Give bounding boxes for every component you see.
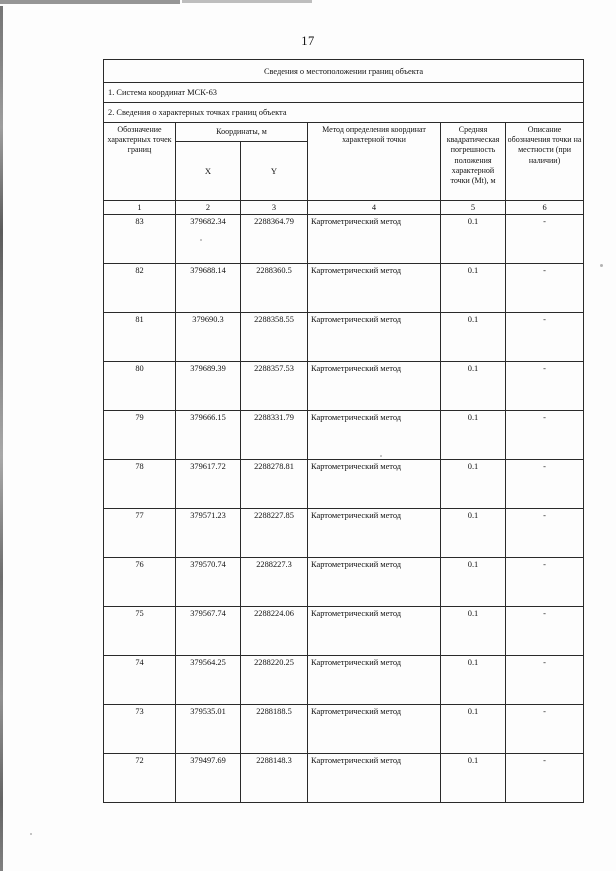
cell-mean-square-error: 0.1 [441, 754, 506, 803]
cell-coordinate-y: 2288358.55 [241, 313, 308, 362]
table-row [104, 264, 584, 313]
table-row [104, 215, 584, 264]
cell-coordinate-x: 379666.15 [176, 411, 241, 460]
cell-mean-square-error: 0.1 [441, 460, 506, 509]
cell-coordinate-y: 2288188.5 [241, 705, 308, 754]
column-number-3: 3 [241, 201, 308, 215]
table-row [104, 558, 584, 607]
cell-method: Картометрический метод [308, 607, 441, 656]
cell-coordinate-y: 2288227.3 [241, 558, 308, 607]
cell-point-designation: 76 [104, 558, 176, 607]
cell-coordinate-x: 379570.74 [176, 558, 241, 607]
table-header-row-primary [104, 123, 584, 142]
page-number: 17 [301, 34, 315, 48]
cell-mean-square-error: 0.1 [441, 558, 506, 607]
column-number-4: 4 [308, 201, 441, 215]
cell-mean-square-error: 0.1 [441, 313, 506, 362]
cell-method: Картометрический метод [308, 411, 441, 460]
cell-description: - [506, 705, 584, 754]
cell-description: - [506, 264, 584, 313]
scan-speck [600, 264, 603, 267]
cell-point-designation: 83 [104, 215, 176, 264]
cell-coordinate-x: 379571.23 [176, 509, 241, 558]
cell-description: - [506, 558, 584, 607]
cell-method: Картометрический метод [308, 460, 441, 509]
cell-method: Картометрический метод [308, 656, 441, 705]
cell-method: Картометрический метод [308, 215, 441, 264]
cell-mean-square-error: 0.1 [441, 264, 506, 313]
column-header-coordinate-x: X [176, 142, 241, 201]
cell-coordinate-x: 379689.39 [176, 362, 241, 411]
cell-point-designation: 82 [104, 264, 176, 313]
cell-description: - [506, 754, 584, 803]
cell-coordinate-y: 2288227.85 [241, 509, 308, 558]
table-row [104, 460, 584, 509]
cell-description: - [506, 656, 584, 705]
table-row [104, 754, 584, 803]
document-title-row [104, 60, 584, 83]
cell-method: Картометрический метод [308, 705, 441, 754]
cell-coordinate-x: 379535.01 [176, 705, 241, 754]
column-number-5: 5 [441, 201, 506, 215]
cell-description: - [506, 607, 584, 656]
cell-mean-square-error: 0.1 [441, 509, 506, 558]
cell-coordinate-y: 2288278.81 [241, 460, 308, 509]
section-label-boundary-points: 2. Сведения о характерных точках границ объекта [104, 103, 584, 123]
cell-point-designation: 73 [104, 705, 176, 754]
section-row-boundary-points [104, 103, 584, 123]
table-row [104, 705, 584, 754]
cell-description: - [506, 411, 584, 460]
table-row [104, 362, 584, 411]
cell-mean-square-error: 0.1 [441, 656, 506, 705]
cell-method: Картометрический метод [308, 362, 441, 411]
cell-coordinate-y: 2288220.25 [241, 656, 308, 705]
table-row [104, 313, 584, 362]
column-number-row [104, 201, 584, 215]
table-row [104, 411, 584, 460]
cell-method: Картометрический метод [308, 264, 441, 313]
column-header-mean-square-error: Средняя квадратическая погрешность положения характерной точки (Mt), м [441, 123, 506, 201]
cell-method: Картометрический метод [308, 558, 441, 607]
document-title: Сведения о местоположении границ объекта [104, 60, 584, 83]
cell-coordinate-x: 379617.72 [176, 460, 241, 509]
cell-point-designation: 78 [104, 460, 176, 509]
cell-coordinate-x: 379567.74 [176, 607, 241, 656]
column-header-coordinates: Координаты, м [176, 123, 308, 142]
cell-coordinate-y: 2288224.06 [241, 607, 308, 656]
cell-point-designation: 80 [104, 362, 176, 411]
cell-coordinate-x: 379688.14 [176, 264, 241, 313]
cell-coordinate-y: 2288148.3 [241, 754, 308, 803]
table-row [104, 656, 584, 705]
cell-coordinate-x: 379564.25 [176, 656, 241, 705]
cell-mean-square-error: 0.1 [441, 362, 506, 411]
cell-point-designation: 77 [104, 509, 176, 558]
cell-mean-square-error: 0.1 [441, 215, 506, 264]
cell-description: - [506, 509, 584, 558]
column-number-6: 6 [506, 201, 584, 215]
cell-mean-square-error: 0.1 [441, 411, 506, 460]
cell-method: Картометрический метод [308, 754, 441, 803]
column-number-2: 2 [176, 201, 241, 215]
cell-point-designation: 75 [104, 607, 176, 656]
boundary-points-table [103, 59, 584, 803]
cell-coordinate-y: 2288364.79 [241, 215, 308, 264]
column-header-point-designation: Обозначение характерных точек границ [104, 123, 176, 201]
cell-method: Картометрический метод [308, 509, 441, 558]
cell-coordinate-y: 2288357.53 [241, 362, 308, 411]
cell-description: - [506, 460, 584, 509]
table-row [104, 509, 584, 558]
cell-description: - [506, 215, 584, 264]
column-header-method: Метод определения координат характерной точки [308, 123, 441, 201]
column-number-1: 1 [104, 201, 176, 215]
section-row-coordinate-system [104, 83, 584, 103]
cell-method: Картометрический метод [308, 313, 441, 362]
cell-coordinate-y: 2288360.5 [241, 264, 308, 313]
cell-mean-square-error: 0.1 [441, 607, 506, 656]
cell-coordinate-y: 2288331.79 [241, 411, 308, 460]
cell-description: - [506, 313, 584, 362]
table-row [104, 607, 584, 656]
scan-edge-artifact-left [0, 6, 3, 871]
cell-coordinate-x: 379682.34 [176, 215, 241, 264]
cell-coordinate-x: 379690.3 [176, 313, 241, 362]
cell-point-designation: 79 [104, 411, 176, 460]
cell-point-designation: 81 [104, 313, 176, 362]
scan-speck [30, 833, 32, 835]
cell-mean-square-error: 0.1 [441, 705, 506, 754]
scan-edge-artifact-top-secondary [182, 0, 312, 3]
column-header-description: Описание обозначения точки на местности (при наличии) [506, 123, 584, 201]
column-header-coordinate-y: Y [241, 142, 308, 201]
cell-point-designation: 72 [104, 754, 176, 803]
scan-edge-artifact-top [0, 0, 180, 4]
cell-description: - [506, 362, 584, 411]
cell-coordinate-x: 379497.69 [176, 754, 241, 803]
cell-point-designation: 74 [104, 656, 176, 705]
section-label-coordinate-system: 1. Система координат МСК-63 [104, 83, 584, 103]
